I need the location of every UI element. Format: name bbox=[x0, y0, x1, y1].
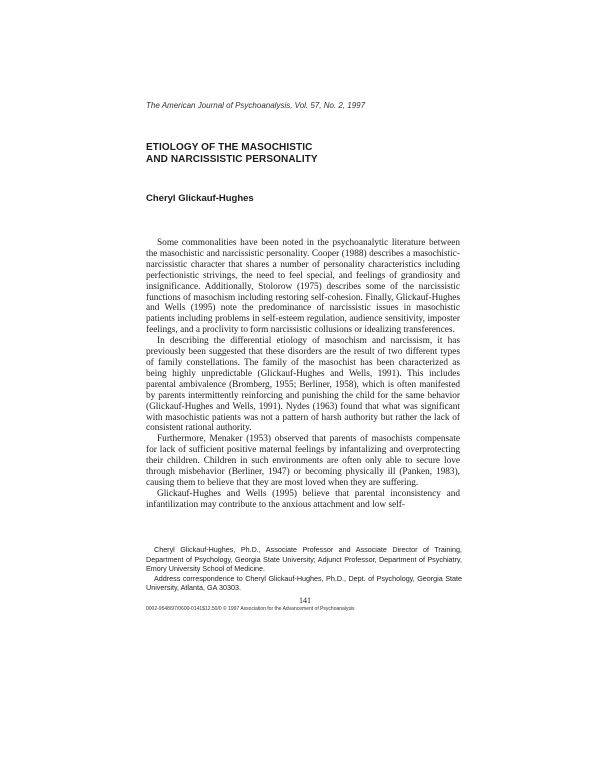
footnote-affiliation: Cheryl Glickauf-Hughes, Ph.D., Associate Professor and Associate Director of Training, Department of Psychology, Georgia State University; Adjunct Professor, Department of Psychiatry, Emory University School of Medicine. bbox=[146, 545, 462, 574]
author-name: Cheryl Glickauf-Hughes bbox=[146, 193, 254, 204]
body-paragraph: In describing the differential etiology of masochism and narcissism, it has previously been suggested that these disorders are the result of two different types of family constellations. The family of the masochist has been characterized as being highly unpredictable (Glickauf-Hughes and Wells, 1991). This includes parental ambivalence (Bromberg, 1955; Berliner, 1958), which is often manifested by parents intermittently reinforcing and punishing the child for the same behavior (Glickauf-Hughes and Wells, 1991). Nydes (1963) found that what was significant with masochistic patients was not a pattern of harsh authority but rather the lack of consistent rational authority. bbox=[146, 336, 460, 434]
journal-header: The American Journal of Psychoanalysis, Vol. 57, No. 2, 1997 bbox=[146, 101, 366, 110]
body-paragraph: Some commonalities have been noted in the psychoanalytic literature between the masochistic and narcissistic personality. Cooper (1988) describes a masochistic-narcissistic character that shares a number of personality characteristics including perfectionistic strivings, the need to feel special, and feelings of grandiosity and insignificance. Additionally, Stolorow (1975) describes some of the narcissistic functions of masochism including restoring self-cohesion. Finally, Glickauf-Hughes and Wells (1995) note the predominance of narcissistic issues in masochistic patients including problems in self-esteem regulation, audience sensitivity, imposter feelings, and a proclivity to form narcissistic collusions or idealizing transferences. bbox=[146, 238, 460, 336]
copyright-line: 0002-9548/97/0600-0141$12.50/0 © 1997 Association for the Advancement of Psychoanalysis bbox=[146, 606, 355, 612]
title-line-1: ETIOLOGY OF THE MASOCHISTIC bbox=[146, 142, 313, 153]
page-number: 141 bbox=[299, 596, 311, 605]
article-title bbox=[146, 142, 466, 166]
body-paragraph: Glickauf-Hughes and Wells (1995) believe that parental inconsistency and infantilization may contribute to the anxious attachment and low self- bbox=[146, 488, 460, 510]
author-footnote bbox=[146, 545, 462, 593]
title-line-2: AND NARCISSISTIC PERSONALITY bbox=[146, 154, 318, 165]
article-body bbox=[146, 238, 460, 511]
body-paragraph: Furthermore, Menaker (1953) observed that parents of masochists compensate for lack of sufficient positive maternal feelings by infantalizing and overprotecting their children. Children in such environments are often only able to secure love through misbehavior (Berliner, 1947) or becoming physically ill (Panken, 1983), causing them to believe that they are most loved when they are suffering. bbox=[146, 434, 460, 488]
footnote-correspondence: Address correspondence to Cheryl Glickauf-Hughes, Ph.D., Dept. of Psychology, Georgia State University, Atlanta, GA 30303. bbox=[146, 573, 462, 593]
